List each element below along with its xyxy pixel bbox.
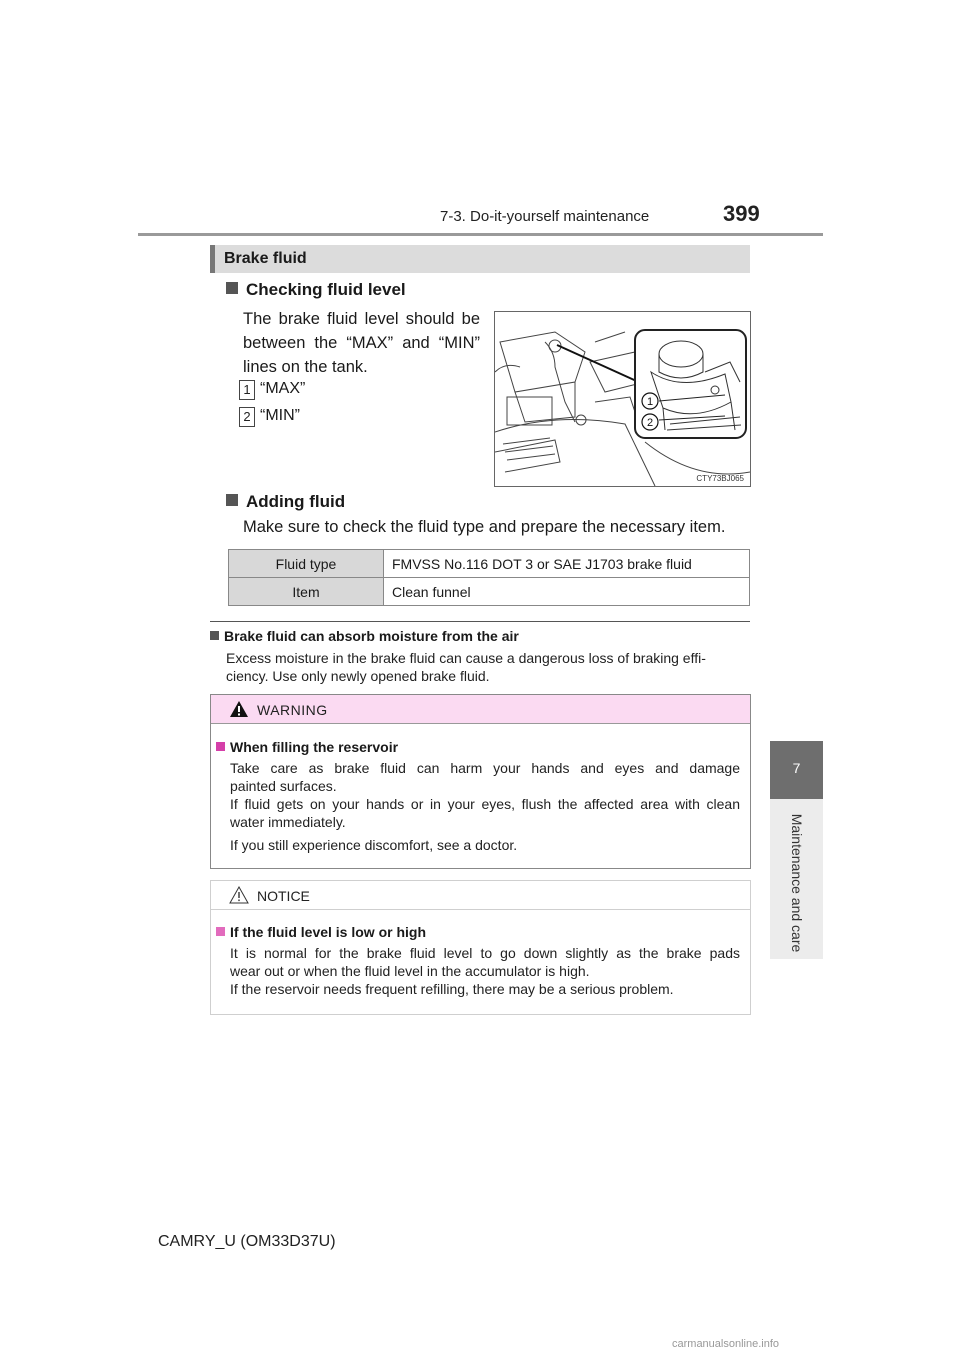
table-cell-value: Clean funnel [384,578,750,606]
note-body [226,649,706,685]
warning-line-1: Take care as brake fluid can harm your hands and eyes and damage [230,760,740,776]
warning-paragraph-1 [230,759,740,831]
caution-triangle-icon [229,886,249,904]
checking-line-3: lines on the tank. [243,358,368,376]
notice-line-1: It is normal for the brake fluid level to go down slightly as the brake pads [230,945,740,961]
square-bullet-icon [210,631,219,640]
chapter-title [783,808,811,958]
note-heading-text: Brake fluid can absorb moisture from the air [224,628,519,644]
note-line-1: Excess moisture in the brake fluid can cause a dangerous loss of braking effi- [226,650,706,666]
checking-line-2: between the “MAX” and “MIN” [243,334,480,352]
notice-line-3: If the reservoir needs frequent refilling, there may be a serious problem. [230,981,674,997]
callout-number-1: 1 [239,380,255,400]
checking-line-1: The brake fluid level should be [243,310,480,328]
checking-heading [226,280,406,300]
figure-code: CTY73BJ065 [696,474,744,483]
chapter-tab [770,741,823,799]
table-cell-label: Fluid type [229,550,384,578]
section-title-bar [210,245,750,273]
table-cell-value: FMVSS No.116 DOT 3 or SAE J1703 brake fluid [384,550,750,578]
divider-rule [210,621,750,622]
warning-paragraph-2: If you still experience discomfort, see a doctor. [230,837,518,853]
warning-heading-text: When filling the reservoir [230,739,399,755]
warning-heading [216,739,398,755]
fluid-table [228,549,750,606]
manual-code-footer: CAMRY_U (OM33D37U) [158,1233,336,1250]
notice-header [211,881,750,910]
chapter-number: 7 [792,760,801,776]
running-header: 7-3. Do-it-yourself maintenance [440,208,650,225]
notice-title: NOTICE [257,888,310,904]
warning-box [210,694,751,869]
note-line-2: ciency. Use only newly opened brake fluid. [226,668,490,684]
square-bullet-icon [216,927,225,936]
adding-heading-text: Adding fluid [246,492,346,511]
chapter-title-text: Maintenance and care [789,813,805,953]
adding-heading [226,492,345,512]
section-title: Brake fluid [224,250,307,267]
square-bullet-icon [216,742,225,751]
square-bullet-icon [226,282,238,294]
engine-bay-illustration [495,312,750,486]
figure-callout-2: 2 [646,417,654,429]
table-row [229,550,750,578]
warning-line-4: water immediately. [230,814,346,830]
notice-body [230,944,740,998]
callout-label-min: “MIN” [260,407,300,424]
figure-callout-1: 1 [646,396,654,408]
watermark: carmanualsonline.info [672,1338,780,1350]
warning-line-3: If fluid gets on your hands or in your eyes, flush the affected area with clean [230,796,740,812]
checking-body [243,307,480,379]
square-bullet-icon [226,494,238,506]
warning-triangle-icon [229,700,249,718]
table-cell-label: Item [229,578,384,606]
notice-line-2: wear out or when the fluid level in the accumulator is high. [230,963,590,979]
callout-number-2: 2 [239,407,255,427]
note-heading [210,628,519,644]
notice-heading [216,924,426,940]
warning-header [211,695,750,724]
table-row [229,578,750,606]
brake-reservoir-figure [494,311,751,487]
notice-heading-text: If the fluid level is low or high [230,924,427,940]
adding-body: Make sure to check the fluid type and prepare the necessary item. [243,518,726,536]
page-number: 399 [723,201,760,226]
checking-heading-text: Checking fluid level [246,280,406,299]
callout-label-max: “MAX” [260,380,306,397]
warning-title: WARNING [257,702,328,718]
notice-box [210,880,751,1015]
warning-line-2: painted surfaces. [230,778,337,794]
header-rule [138,233,823,236]
section-bar-accent [210,245,215,273]
